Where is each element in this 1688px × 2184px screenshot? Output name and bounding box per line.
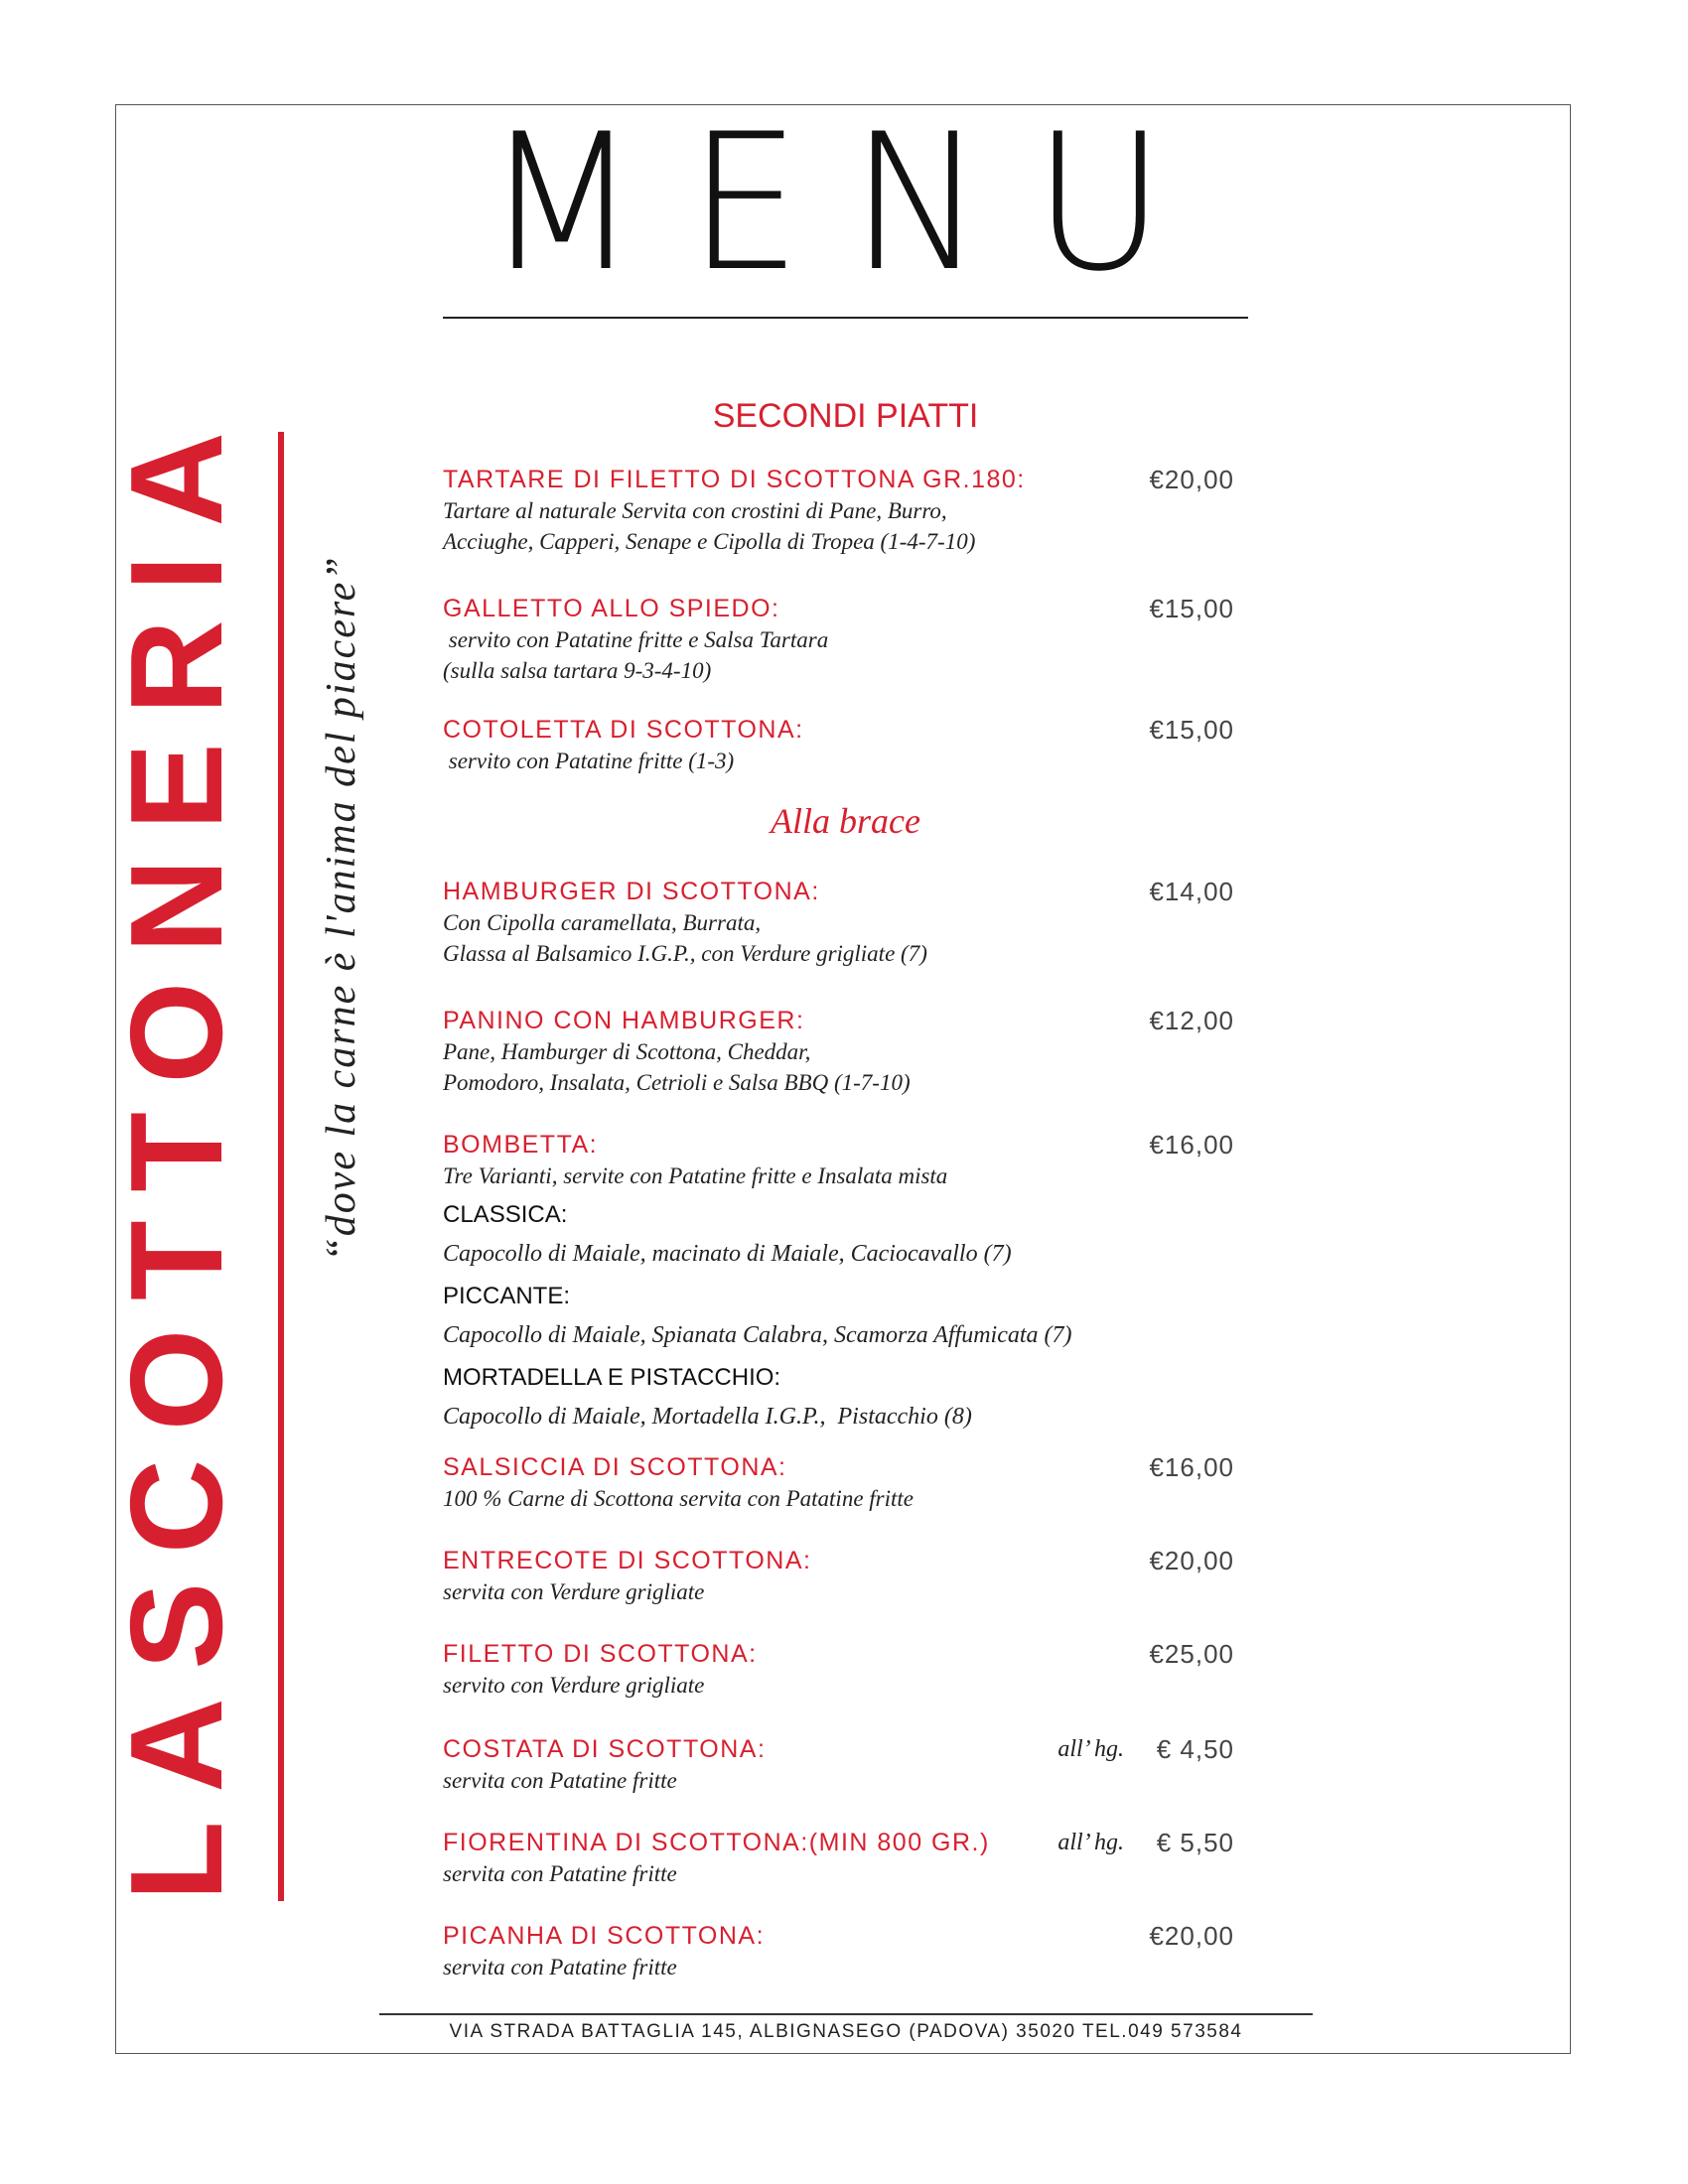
logo-letter: A: [103, 1698, 249, 1793]
menu-item: [443, 1451, 1248, 1514]
subsection-title: Alla brace: [771, 801, 920, 841]
item-description: Con Cipolla caramellata, Burrata,: [443, 910, 762, 935]
variant-name: PICCANTE:: [443, 1283, 571, 1309]
item-unit: all’ hg.: [1057, 1830, 1124, 1855]
item-price: €14,00: [1149, 877, 1234, 906]
item-description: Tre Varianti, servite con Patatine fritte e Insalata mista: [443, 1163, 948, 1188]
item-description: 100 % Carne di Scottona servita con Patatine fritte: [443, 1486, 914, 1511]
item-price: €15,00: [1149, 715, 1234, 745]
item-description: servito con Verdure grigliate: [443, 1673, 705, 1698]
item-name: PICANHA DI SCOTTONA:: [443, 1922, 766, 1950]
item-description: servita con Patatine fritte: [443, 1768, 677, 1793]
logo-letter: I: [103, 555, 249, 592]
item-price: €20,00: [1149, 465, 1234, 494]
item-price: €16,00: [1149, 1130, 1234, 1160]
logo-letter: O: [103, 1328, 249, 1432]
item-name: GALLETTO ALLO SPIEDO:: [443, 595, 780, 622]
item-price: € 4,50: [1156, 1734, 1234, 1764]
item-name: ENTRECOTE DI SCOTTONA:: [443, 1547, 812, 1574]
logo-letter: R: [103, 619, 249, 715]
footer-address: VIA STRADA BATTAGLIA 145, ALBIGNASEGO (PADOVA) 35020 TEL.049 573584: [449, 2021, 1243, 2042]
item-description: Acciughe, Capperi, Senape e Cipolla di Tropea (1-4-7-10): [443, 529, 976, 554]
item-name: COTOLETTA DI SCOTTONA:: [443, 716, 804, 744]
item-description: Glassa al Balsamico I.G.P., con Verdure grigliate (7): [443, 941, 927, 966]
logo-letter: T: [103, 1112, 249, 1192]
item-name: FIORENTINA DI SCOTTONA:(MIN 800 GR.): [443, 1829, 990, 1856]
item-description: servito con Patatine fritte (1-3): [443, 749, 735, 773]
title-divider: [443, 317, 1248, 319]
menu-item: [443, 1733, 1248, 1796]
item-name: BOMBETTA:: [443, 1131, 599, 1159]
item-name: TARTARE DI FILETTO DI SCOTTONA GR.180:: [443, 466, 1026, 493]
menu-item: [443, 714, 1248, 776]
logo-divider: [278, 432, 284, 1901]
menu-item: [443, 1545, 1248, 1607]
logo-letter: A: [103, 432, 249, 527]
menu-item: [443, 464, 1248, 557]
item-name: SALSICCIA DI SCOTTONA:: [443, 1453, 787, 1481]
menu-item: [443, 1129, 1248, 1435]
item-price: €15,00: [1149, 594, 1234, 623]
logo-letter: T: [103, 1220, 249, 1300]
tagline: “dove la carne è l'anima del piacere”: [319, 555, 364, 1262]
item-price: €20,00: [1149, 1546, 1234, 1575]
item-description: Pomodoro, Insalata, Cetrioli e Salsa BBQ (1-7-10): [443, 1070, 911, 1095]
item-price: € 5,50: [1156, 1828, 1234, 1857]
logo-letter: N: [103, 858, 249, 954]
item-price: €12,00: [1149, 1006, 1234, 1035]
item-description: servita con Patatine fritte: [443, 1955, 677, 1979]
item-description: servito con Patatine fritte e Salsa Tartara: [443, 627, 829, 652]
item-price: €25,00: [1149, 1639, 1234, 1669]
item-name: HAMBURGER DI SCOTTONA:: [443, 878, 820, 905]
logo-letter: L: [103, 1821, 249, 1901]
section-title: SECONDI PIATTI: [712, 397, 979, 435]
menu-item: [443, 1638, 1248, 1701]
item-name: COSTATA DI SCOTTONA:: [443, 1735, 767, 1763]
item-description: Pane, Hamburger di Scottona, Cheddar,: [443, 1039, 811, 1064]
variant-name: CLASSICA:: [443, 1201, 568, 1228]
menu-item: [443, 1005, 1248, 1098]
page-title: MENU: [484, 93, 1214, 313]
footer-divider: [379, 2013, 1313, 2015]
logo-letter: O: [103, 981, 249, 1084]
logo-letter: C: [103, 1458, 249, 1555]
logo-letter: S: [103, 1581, 249, 1670]
logo-letter: E: [103, 743, 249, 831]
item-description: Tartare al naturale Servita con crostini di Pane, Burro,: [443, 498, 947, 523]
variant-description: Capocollo di Maiale, Mortadella I.G.P., Pistacchio (8): [443, 1404, 972, 1430]
item-name: PANINO CON HAMBURGER:: [443, 1007, 805, 1034]
item-name: FILETTO DI SCOTTONA:: [443, 1640, 758, 1668]
item-description: servita con Verdure grigliate: [443, 1579, 705, 1604]
item-price: €16,00: [1149, 1452, 1234, 1482]
variant-description: Capocollo di Maiale, macinato di Maiale, Caciocavallo (7): [443, 1241, 1012, 1267]
menu-item: [443, 1827, 1248, 1889]
menu-item: [443, 876, 1248, 969]
brand-logo: [103, 432, 249, 1901]
menu-item: [443, 593, 1248, 686]
item-price: €20,00: [1149, 1921, 1234, 1951]
item-description: (sulla salsa tartara 9-3-4-10): [443, 658, 712, 683]
variant-name: MORTADELLA E PISTACCHIO:: [443, 1364, 781, 1391]
menu-item: [443, 1920, 1248, 1982]
variant-description: Capocollo di Maiale, Spianata Calabra, Scamorza Affumicata (7): [443, 1322, 1072, 1348]
item-unit: all’ hg.: [1057, 1736, 1124, 1762]
item-description: servita con Patatine fritte: [443, 1861, 677, 1886]
